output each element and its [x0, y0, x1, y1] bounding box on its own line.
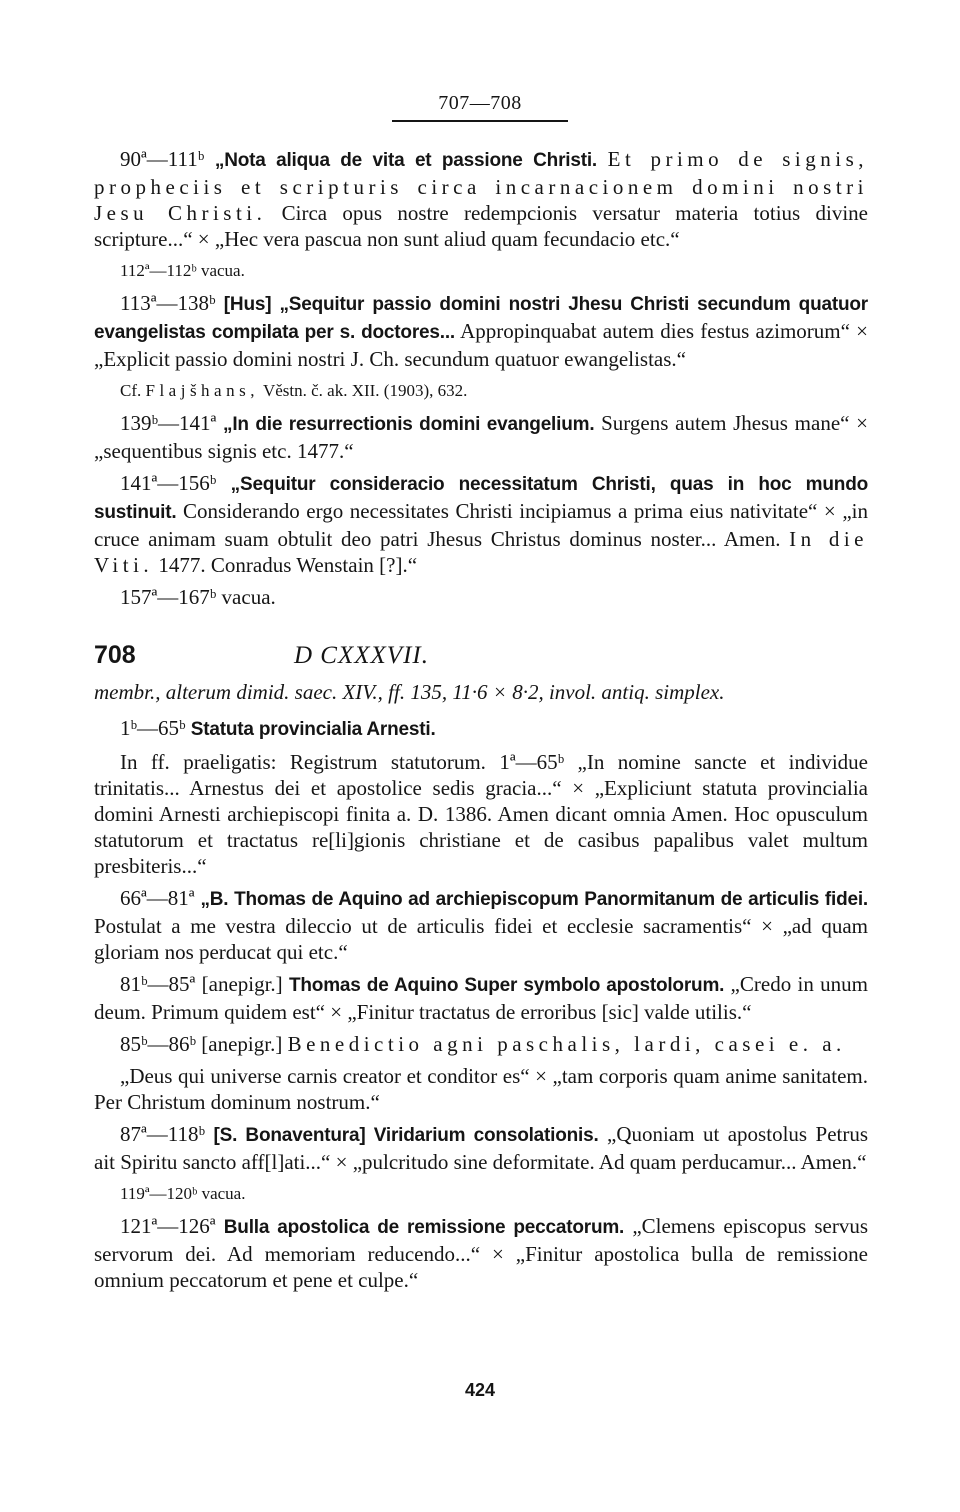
entry-708-8: 119ª—120ᵇ vacua. — [120, 1184, 246, 1203]
codex-heading — [94, 642, 868, 669]
entry-707-4: Cf. Flajšhans, Věstn. č. ak. XII. (1903), 632. — [120, 381, 468, 400]
entry-708-5: 85ᵇ—86ᵇ [anepigr.] Benedictio agni paschalis, lardi, casei e. a. — [120, 1032, 846, 1056]
entry-707-5: 139ᵇ—141ª „In die resurrectionis domini evangelium. Surgens autem Jhesus mane“ × „sequentibus signis etc. 1477.“ — [94, 411, 869, 463]
entry-707-6: 141ª—156ᵇ „Sequitur consideracio necessitatum Christi, quas in hoc mundo sustinuit. Considerando ergo necessitates Christi incipiamus a prima eius nativitate“ × „in cruce animam suam obtulit deo patri Jhesus Christus dominus noster... Amen. In die Viti. 1477. Conradus Wenstain [?].“ — [94, 471, 869, 577]
codex-number: 708 — [94, 641, 136, 669]
codex-description: membr., alterum dimid. saec. XIV., ff. 135, 11·6 × 8·2, invol. antiq. simplex. — [94, 680, 725, 704]
entry-707-2: 112ª—112ᵇ vacua. — [120, 261, 245, 280]
entry-707-3: 113ª—138ᵇ [Hus] „Sequitur passio domini nostri Jhesu Christi secundum quatuor evangelistas compilata per s. doctores... Appropinquabat autem dies festus azimorum“ × „Explicit passio domini nostri J. Ch. secundum quatuor ewangelistas.“ — [94, 291, 869, 371]
catalogue-content — [94, 146, 868, 1299]
header-rule — [392, 120, 568, 122]
entry-707-1: 90ª—111ᵇ „Nota aliqua de vita et passione Christi. Et primo de signis, propheciis et scripturis circa incarnacionem domini nostri Jesu Christi. Circa opus nostre redempcionis versatur materia totius divine scripture...“ × „Hec vera pascua non sunt aliud quam fecundacio etc.“ — [94, 147, 868, 251]
entry-707-7: 157ª—167ᵇ vacua. — [120, 585, 276, 609]
page-number: 424 — [464, 1380, 496, 1400]
entry-708-7: 87ª—118ᵇ [S. Bonaventura] Viridarium consolationis. „Quoniam ut apostolus Petrus ait Spiritu sancto aff[l]ati...“ × „pulcritudo sine deformitate. Ad quam perducamur... Amen.“ — [94, 1122, 869, 1174]
page-header: 707—708 — [438, 92, 522, 114]
entry-708-9: 121ª—126ª Bulla apostolica de remissione peccatorum. „Clemens episcopus servus servorum dei. Ad memoriam reducendo...“ × „Finitur apostolica bulla de remissione omnium peccatorum et pene et culpe.“ — [94, 1214, 868, 1292]
entry-708-4: 81ᵇ—85ª [anepigr.] Thomas de Aquino Super symbolo apostolorum. „Credo in unum deum. Primum quidem est“ × „Finitur tractatus de erroribus [sic] valde utilis.“ — [94, 972, 869, 1024]
entry-708-3: 66ª—81ª „B. Thomas de Aquino ad archiepiscopum Panormitanum de articulis fidei. Postulat a me vestra dileccio ut de articulis fidei et ecclesie sacramentis“ × „ad quam gloriam nos perducat qui etc.“ — [94, 886, 869, 964]
entry-708-6: „Deus qui universe carnis creator et conditor es“ × „tam corporis quam anime sanitatem. Per Christum dominum nostrum.“ — [94, 1064, 868, 1114]
codex-signature: D CXXXVII. — [294, 642, 429, 669]
entry-708-2: In ff. praeligatis: Registrum statutorum. 1ª—65ᵇ „In nomine sancte et individue trinitatis... Arnestus dei et apostolice sedis gracia...“ × „Expliciunt statuta provincialia domini Arnesti archiepiscopi finita a. D. 1386. Amen dicant omnia Amen. Hoc opusculum statutorum et tractatus re[li]gionis christiane et de casibus papalibus valet multum presbiteris...“ — [94, 750, 868, 878]
entry-708-1: 1ᵇ—65ᵇ Statuta provincialia Arnesti. — [120, 716, 436, 740]
